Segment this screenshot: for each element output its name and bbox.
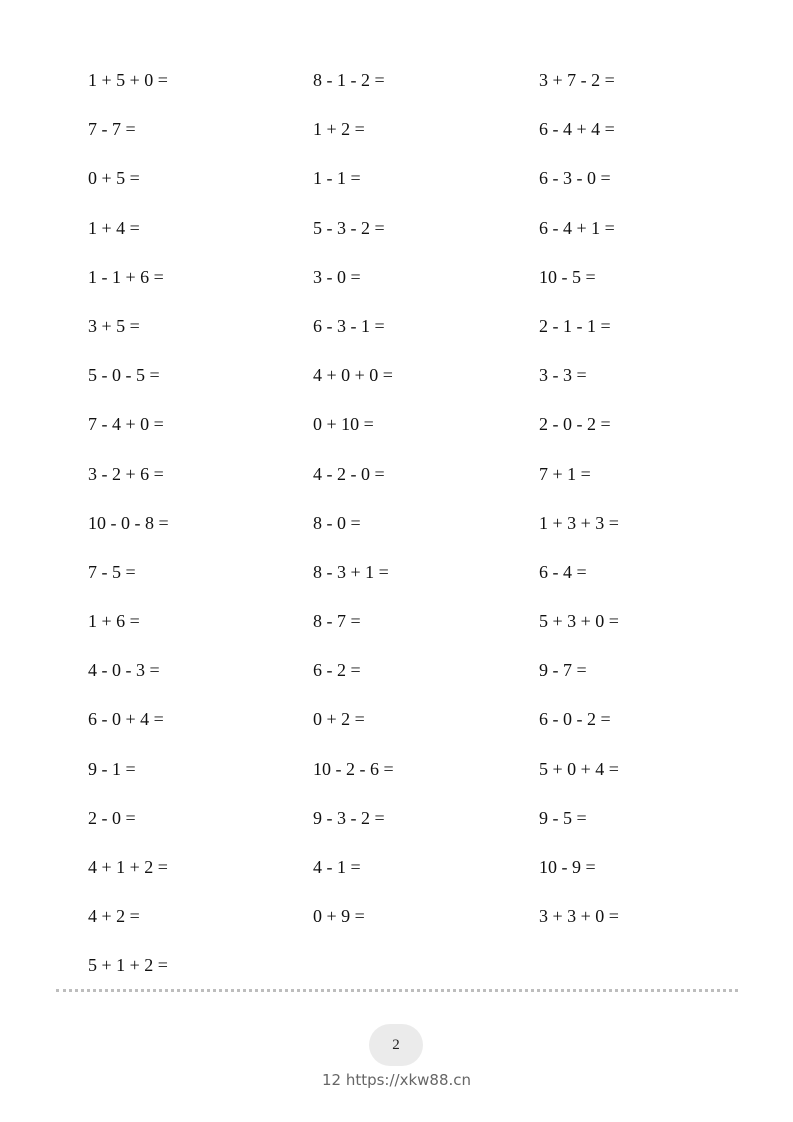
math-problem: 8 - 3 + 1 = xyxy=(313,561,389,582)
math-problem: 6 - 4 + 4 = xyxy=(539,119,615,140)
math-problem: 6 - 0 + 4 = xyxy=(88,709,164,730)
math-problem: 3 + 7 - 2 = xyxy=(539,70,615,90)
problem-row xyxy=(88,804,748,853)
math-problem: 1 + 3 + 3 = xyxy=(539,512,619,533)
problem-row xyxy=(88,902,748,951)
page-number-badge: 2 xyxy=(369,1024,423,1066)
math-problem: 1 - 1 = xyxy=(313,168,361,189)
math-problem: 6 - 3 - 0 = xyxy=(539,168,611,189)
math-problem: 5 + 3 + 0 = xyxy=(539,611,619,632)
math-problem: 4 + 0 + 0 = xyxy=(313,365,393,386)
math-problem: 7 - 7 = xyxy=(88,119,136,140)
problem-row xyxy=(88,853,748,902)
math-problem: 0 + 9 = xyxy=(313,906,365,927)
problem-row xyxy=(88,558,748,607)
math-problem: 0 + 10 = xyxy=(313,414,374,435)
math-problem: 3 - 2 + 6 = xyxy=(88,463,164,484)
math-problem: 9 - 7 = xyxy=(539,660,587,681)
problem-row xyxy=(88,263,748,312)
problem-row xyxy=(88,214,748,263)
problem-row xyxy=(88,410,748,459)
math-problem: 1 + 2 = xyxy=(313,119,365,140)
problem-row xyxy=(88,361,748,410)
math-problem: 1 + 5 + 0 = xyxy=(88,70,168,90)
math-problem: 0 + 5 = xyxy=(88,168,140,189)
math-problem: 10 - 2 - 6 = xyxy=(313,758,394,779)
problem-row xyxy=(88,951,748,1000)
math-problem: 0 + 2 = xyxy=(313,709,365,730)
problem-row xyxy=(88,164,748,213)
math-problem: 5 + 0 + 4 = xyxy=(539,758,619,779)
math-problem: 9 - 3 - 2 = xyxy=(313,807,385,828)
math-problem: 3 + 3 + 0 = xyxy=(539,906,619,927)
math-problem: 6 - 2 = xyxy=(313,660,361,681)
math-problem: 8 - 7 = xyxy=(313,611,361,632)
problem-row xyxy=(88,607,748,656)
math-problem: 4 - 1 = xyxy=(313,857,361,877)
math-problem: 10 - 0 - 8 = xyxy=(88,512,169,533)
math-problem: 4 - 2 - 0 = xyxy=(313,463,385,484)
problem-row xyxy=(88,656,748,705)
math-problem: 5 - 3 - 2 = xyxy=(313,217,385,238)
math-problem: 4 + 1 + 2 = xyxy=(88,857,168,877)
math-problem: 8 - 0 = xyxy=(313,512,361,533)
math-problem: 2 - 0 = xyxy=(88,807,136,828)
math-problem: 3 - 0 = xyxy=(313,266,361,287)
math-problem: 6 - 0 - 2 = xyxy=(539,709,611,730)
problem-row xyxy=(88,312,748,361)
problem-row xyxy=(88,755,748,804)
math-problem: 3 - 3 = xyxy=(539,365,587,386)
math-problem: 7 - 4 + 0 = xyxy=(88,414,164,435)
math-problem: 1 + 4 = xyxy=(88,217,140,238)
problem-row xyxy=(88,66,748,115)
math-problem: 10 - 9 = xyxy=(539,857,596,877)
math-problem: 5 + 1 + 2 = xyxy=(88,955,168,976)
math-problem: 2 - 1 - 1 = xyxy=(539,315,611,336)
math-problem: 5 - 0 - 5 = xyxy=(88,365,160,386)
math-problem: 4 + 2 = xyxy=(88,906,140,927)
problem-row xyxy=(88,509,748,558)
math-problem: 9 - 5 = xyxy=(539,807,587,828)
math-problem: 9 - 1 = xyxy=(88,758,136,779)
arithmetic-worksheet xyxy=(88,66,748,1001)
math-problem: 8 - 1 - 2 = xyxy=(313,70,385,90)
problem-row xyxy=(88,115,748,164)
math-problem: 4 - 0 - 3 = xyxy=(88,660,160,681)
math-problem: 1 - 1 + 6 = xyxy=(88,266,164,287)
problem-row xyxy=(88,460,748,509)
math-problem: 6 - 3 - 1 = xyxy=(313,315,385,336)
math-problem: 2 - 0 - 2 = xyxy=(539,414,611,435)
math-problem: 7 - 5 = xyxy=(88,561,136,582)
math-problem: 7 + 1 = xyxy=(539,463,591,484)
footer-source-text: 12 https://xkw88.cn xyxy=(321,1071,472,1089)
problem-row xyxy=(88,705,748,754)
math-problem: 6 - 4 = xyxy=(539,561,587,582)
math-problem: 1 + 6 = xyxy=(88,611,140,632)
math-problem: 6 - 4 + 1 = xyxy=(539,217,615,238)
dotted-divider xyxy=(56,989,738,992)
math-problem: 10 - 5 = xyxy=(539,266,596,287)
math-problem: 3 + 5 = xyxy=(88,315,140,336)
